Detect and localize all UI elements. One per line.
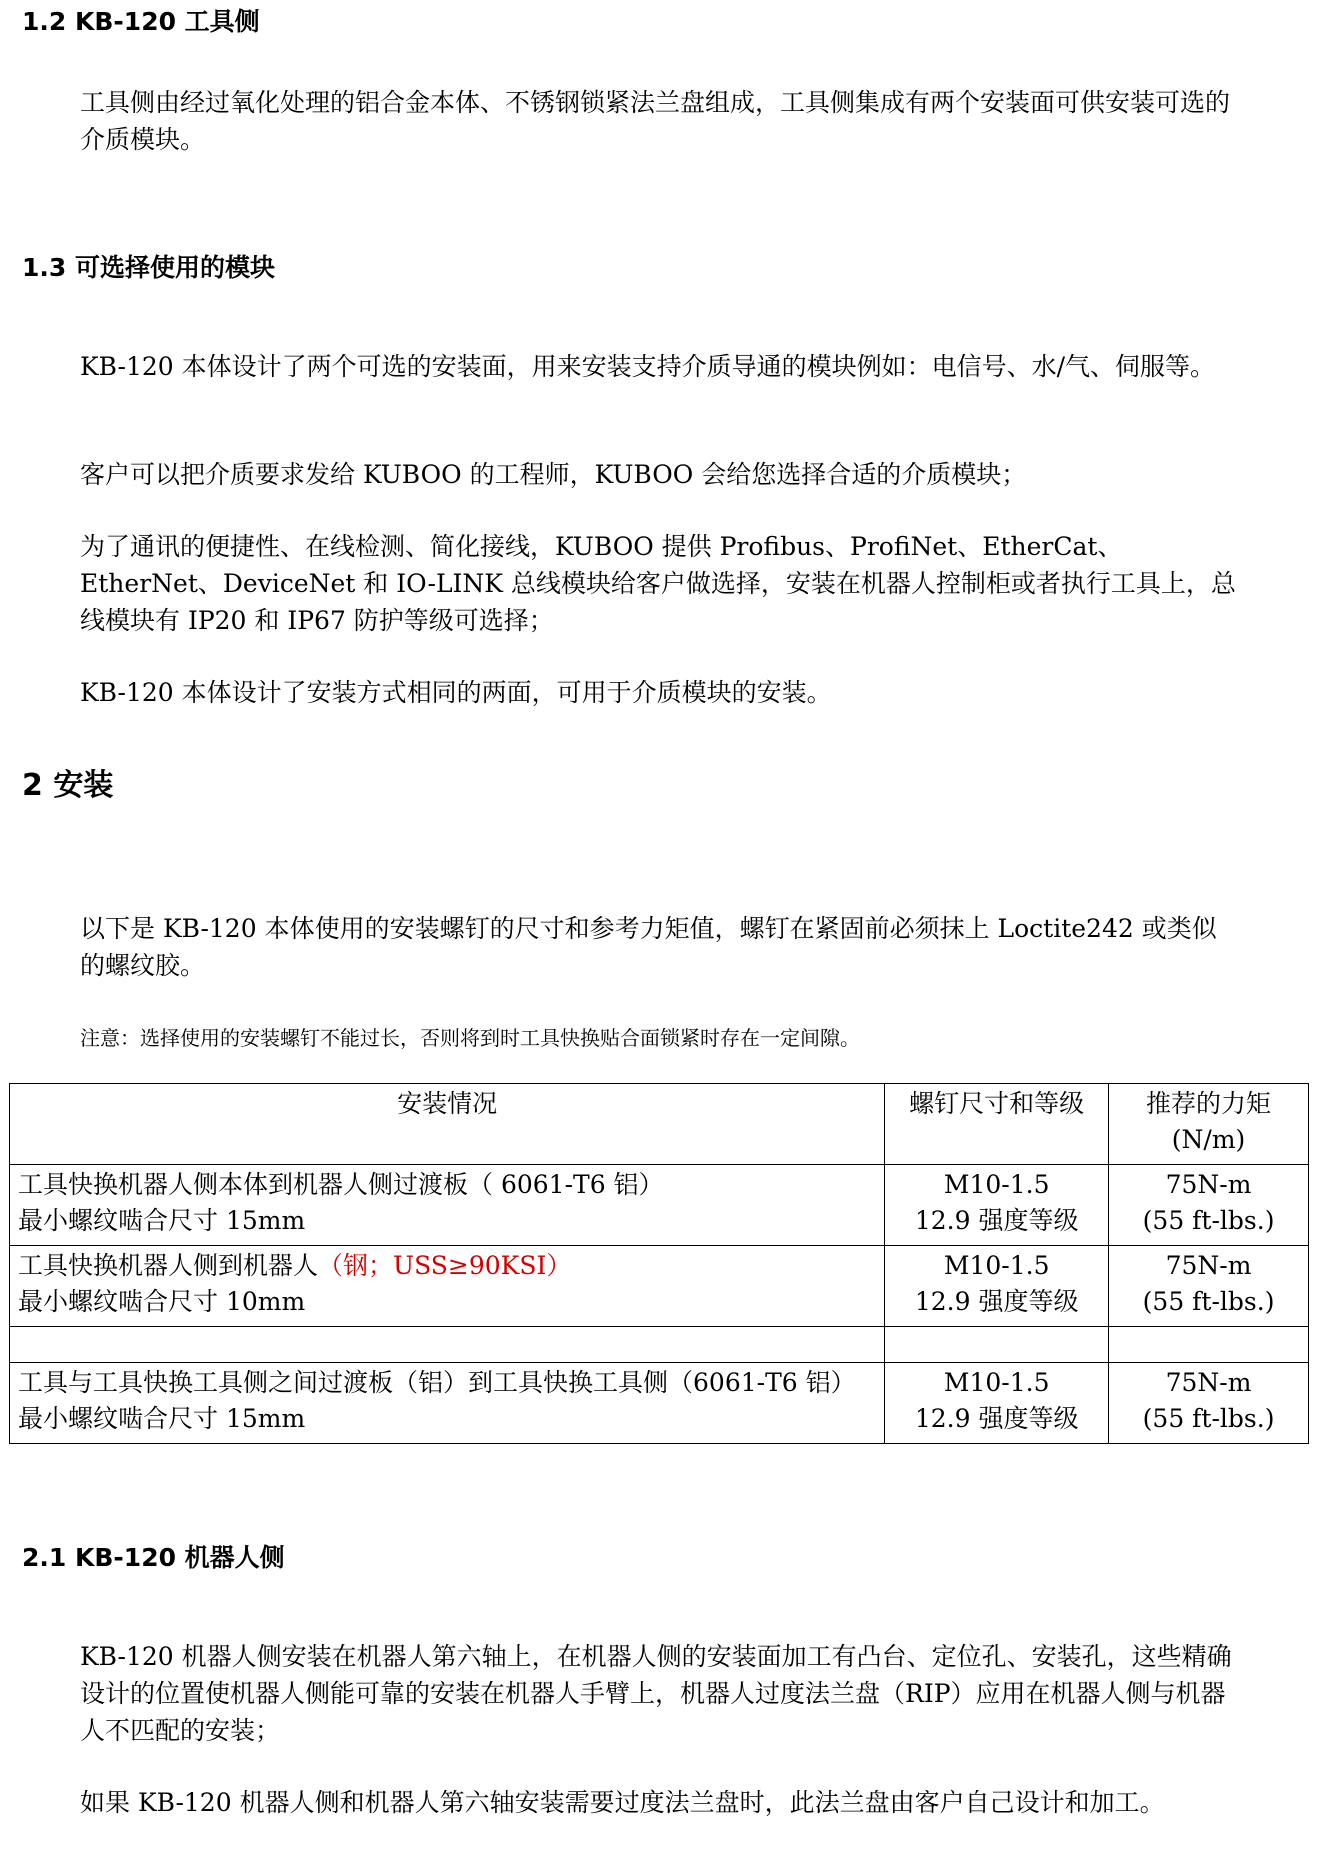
note-screw-length: 注意：选择使用的安装螺钉不能过长，否则将到时工具快换贴合面锁紧时存在一定间隙。 [80, 1026, 860, 1050]
torque-imperial: (55 ft-lbs.) [1142, 1404, 1275, 1433]
condition-line1: 工具快换机器人侧到机器人 [18, 1251, 319, 1280]
paragraph-two-faces: KB-120 本体设计了安装方式相同的两面，可用于介质模块的安装。 [80, 678, 832, 707]
table-header-cell: 螺钉尺寸和等级 [885, 1084, 1109, 1165]
screw-size: M10-1.5 [943, 1170, 1050, 1199]
heading-2: 2 安装 [22, 768, 114, 803]
condition-line2: 最小螺纹啮合尺寸 10mm [18, 1287, 306, 1316]
table-cell-screw [885, 1246, 1109, 1327]
torque-imperial: (55 ft-lbs.) [1142, 1287, 1275, 1316]
table-row [10, 1246, 1309, 1327]
screw-size: M10-1.5 [943, 1251, 1050, 1280]
table-cell-screw [885, 1363, 1109, 1444]
screw-spec-table [9, 1083, 1309, 1444]
heading-1-3: 1.3 可选择使用的模块 [22, 253, 275, 282]
table-row-empty [10, 1327, 1309, 1363]
paragraph-tool-side: 工具侧由经过氧化处理的铝合金本体、不锈钢锁紧法兰盘组成，工具侧集成有两个安装面可供安装可选的介质模块。 [80, 88, 1231, 154]
screw-grade: 12.9 强度等级 [914, 1206, 1079, 1235]
paragraph-adapter-flange: 如果 KB-120 机器人侧和机器人第六轴安装需要过度法兰盘时，此法兰盘由客户自己设计和加工。 [80, 1788, 1165, 1817]
paragraph-mounting-faces: KB-120 本体设计了两个可选的安装面，用来安装支持介质导通的模块例如：电信号、水/气、伺服等。 [80, 352, 1216, 381]
condition-line2: 最小螺纹啮合尺寸 15mm [18, 1404, 306, 1433]
table-cell-condition [10, 1246, 885, 1327]
table-header-row [10, 1084, 1309, 1165]
condition-line1: 工具与工具快换工具侧之间过渡板（铝）到工具快换工具侧（6061-T6 铝） [18, 1368, 856, 1397]
table-cell-torque [1109, 1363, 1309, 1444]
table-row [10, 1363, 1309, 1444]
screw-grade: 12.9 强度等级 [914, 1404, 1079, 1433]
condition-line2: 最小螺纹啮合尺寸 15mm [18, 1206, 306, 1235]
paragraph-robot-side: KB-120 机器人侧安装在机器人第六轴上，在机器人侧的安装面加工有凸台、定位孔、安装孔，这些精确设计的位置使机器人侧能可靠的安装在机器人手臂上，机器人过度法兰盘（RIP）应用在机器人侧与机器人不匹配的安装； [80, 1642, 1232, 1745]
torque-metric: 75N-m [1165, 1170, 1252, 1199]
table-cell-empty [10, 1327, 885, 1363]
condition-line1-red: （钢；USS≥90KSI） [318, 1251, 572, 1280]
screw-grade: 12.9 强度等级 [914, 1287, 1079, 1316]
heading-2-1: 2.1 KB-120 机器人侧 [22, 1543, 285, 1572]
screw-size: M10-1.5 [943, 1368, 1050, 1397]
torque-metric: 75N-m [1165, 1368, 1252, 1397]
table-cell-condition [10, 1363, 885, 1444]
paragraph-bus-modules: 为了通讯的便捷性、在线检测、简化接线，KUBOO 提供 Profibus、ProfiNet、EtherCat、EtherNet、DeviceNet 和 IO-LINK 总线模块给客户做选择，安装在机器人控制柜或者执行工具上，总线模块有 IP20 和 IP67 防护等级可选择； [80, 532, 1236, 635]
torque-imperial: (55 ft-lbs.) [1142, 1206, 1275, 1235]
table-header-cell: 推荐的力矩 (N/m) [1109, 1084, 1309, 1165]
heading-1-2: 1.2 KB-120 工具侧 [22, 7, 260, 36]
torque-metric: 75N-m [1165, 1251, 1252, 1280]
table-cell-empty [1109, 1327, 1309, 1363]
paragraph-screw-torque: 以下是 KB-120 本体使用的安装螺钉的尺寸和参考力矩值，螺钉在紧固前必须抹上 Loctite242 或类似的螺纹胶。 [80, 914, 1217, 980]
table-header-cell: 安装情况 [10, 1084, 885, 1165]
table-cell-empty [885, 1327, 1109, 1363]
table-cell-torque [1109, 1165, 1309, 1246]
table-cell-torque [1109, 1246, 1309, 1327]
table-row [10, 1165, 1309, 1246]
condition-line1: 工具快换机器人侧本体到机器人侧过渡板（ 6061-T6 铝） [18, 1170, 664, 1199]
table-cell-screw [885, 1165, 1109, 1246]
paragraph-media-request: 客户可以把介质要求发给 KUBOO 的工程师，KUBOO 会给您选择合适的介质模块； [80, 460, 1027, 489]
table-cell-condition [10, 1165, 885, 1246]
